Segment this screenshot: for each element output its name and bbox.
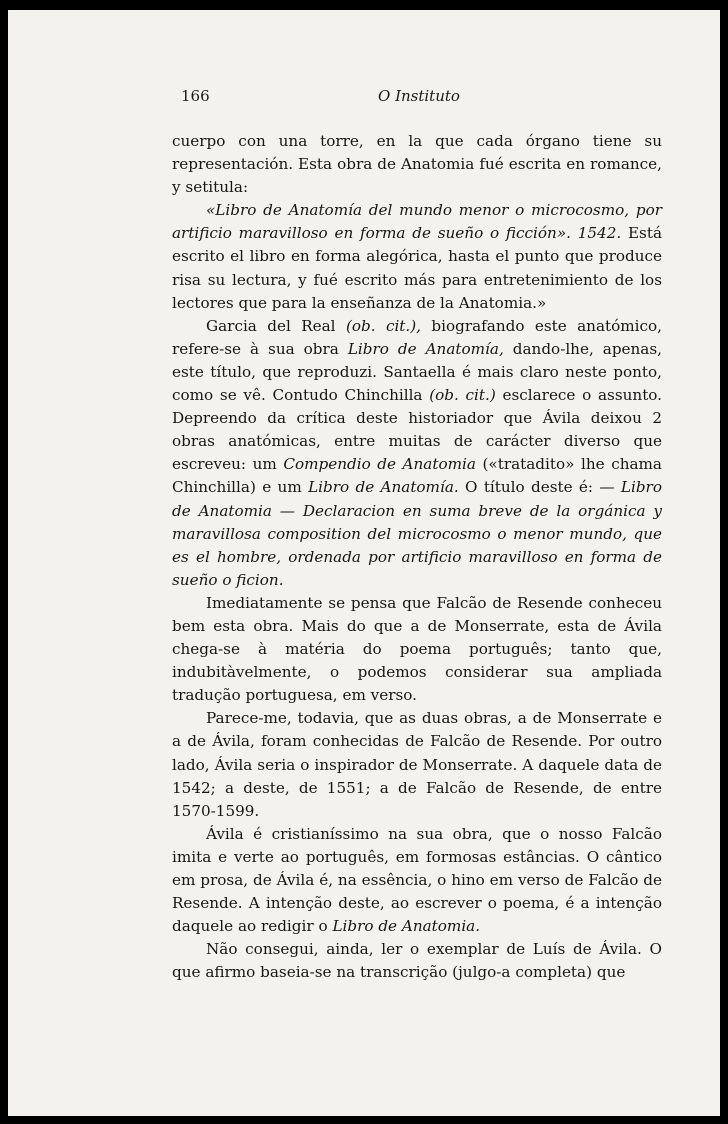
- paragraph-4: [172, 592, 662, 707]
- paragraph-1-text: cuerpo con una torre, en la que cada órgano tiene su representación. Esta obra de Anatomia fué escrita en romance, y setitula:: [172, 132, 662, 197]
- full-book-title: — Libro de Anatomia — Declaracion en suma breve de la orgánica y maravillosa composition del microcosmo o menor mundo, que es el hombre, ordenada por artificio maravilloso en forma de sueño o ficion.: [172, 478, 662, 589]
- paragraph-3-text-e: dando-lhe, apenas, este título, que reproduzi. Santaella é mais claro neste ponto, como se vê. Contudo Chinchilla: [172, 339, 662, 405]
- page-header: [8, 87, 720, 111]
- paragraph-2: [172, 199, 662, 314]
- paragraph-6: [172, 823, 662, 938]
- paragraph-4-text: Imediatamente se pensa que Falcão de Resende conheceu bem esta obra. Mais do que a de Monserrate, esta de Ávila chega-se à matéria do poema português; tanto que, indubitàvelmente, o podemos considerar sua ampliada tradução portuguesa, em verso.: [172, 593, 662, 705]
- paragraph-3-text-i: («tratadito» lhe chama Chinchilla) e um: [172, 455, 662, 497]
- paragraph-7: [172, 938, 662, 984]
- book-title-libro-de-anatomia-3: Libro de Anatomia.: [332, 917, 481, 936]
- body-text: [172, 130, 662, 984]
- running-title: O Instituto: [378, 87, 460, 105]
- paragraph-5: [172, 707, 662, 822]
- paragraph-3-text-a: Garcia del Real: [206, 316, 346, 335]
- paragraph-1: [172, 130, 662, 199]
- paragraph-3-text-c: biografando este anatómico, refere-se à sua obra: [172, 316, 662, 358]
- book-title-libro-de-anatomia: Libro de Anatomía,: [347, 339, 504, 358]
- paragraph-7-text: Não consegui, ainda, ler o exemplar de Luís de Ávila. O que afirmo baseia-se na transcrição (julgo-a completa) que: [172, 940, 662, 982]
- citation-ob-cit: (ob. cit.),: [345, 316, 421, 335]
- page-number: 166: [181, 87, 210, 105]
- quoted-book-title: «Libro de Anatomía del mundo menor o microcosmo, por artificio maravilloso en forma de sueño o ficción». 1542.: [172, 201, 662, 243]
- paragraph-6-text: Ávila é cristianíssimo na sua obra, que o nosso Falcão imita e verte ao português, em formosas estâncias. O cântico em prosa, de Ávila é, na essência, o hino em verso de Falcão de Resende. A intenção deste, ao escrever o poema, é a intenção daquele ao redigir o: [172, 824, 662, 936]
- book-page: [8, 10, 720, 1116]
- paragraph-5-text: Parece-me, todavia, que as duas obras, a de Monserrate e a de Ávila, foram conhecidas de Falcão de Resende. Por outro lado, Ávila seria o inspirador de Monserrate. A daquele data de 1542; a deste, de 1551; a de Falcão de Resende, de entre 1570-1599.: [172, 709, 662, 820]
- paragraph-3: [172, 315, 662, 592]
- book-title-compendio: Compendio de Anatomia: [283, 455, 476, 474]
- paragraph-3-text-k: O título deste é:: [458, 478, 600, 497]
- citation-ob-cit-2: (ob. cit.): [429, 386, 496, 405]
- paragraph-2-text: Está escrito el libro en forma alegórica, hasta el punto que produce risa su lectura, y fué escrito más para entretenimiento de los lectores que para la enseñanza de la Anatomia.»: [172, 224, 662, 312]
- book-title-libro-de-anatomia-2: Libro de Anatomía.: [308, 478, 459, 497]
- paragraph-3-text-g: esclarece o assunto. Depreendo da crítica deste historiador que Ávila deixou 2 obras anatómicas, entre muitas de carácter diverso que escreveu: um: [172, 386, 663, 474]
